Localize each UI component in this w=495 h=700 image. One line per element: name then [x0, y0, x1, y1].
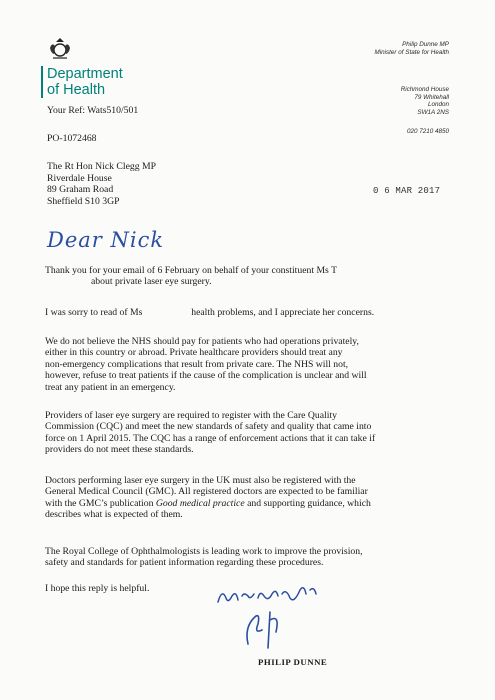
paragraph-4 [45, 410, 463, 456]
department-logo [47, 66, 123, 98]
logo-accent-bar [41, 66, 43, 98]
paragraph-3 [45, 336, 463, 393]
paragraph-2 [45, 307, 463, 318]
office-phone: 020 7210 4850 [406, 128, 449, 135]
paragraph-line: We do not believe the NHS should pay for patients who had operations privately, [45, 336, 359, 347]
recipient-address [47, 161, 156, 207]
paragraph-line: treat any patient in an emergency. [45, 381, 176, 393]
paragraph-line: force on 1 April 2015. The CQC has a range of enforcement actions that it can take if [45, 432, 376, 444]
recipient-line: Riverdale House [47, 172, 112, 184]
paragraph-line: Doctors performing laser eye surgery in the UK must also be registered with the [45, 475, 356, 486]
paragraph-6 [45, 546, 463, 569]
paragraph-line: General Medical Council (GMC). All registered doctors are expected to be familiar [45, 486, 368, 498]
logo-line-2: of Health [47, 82, 106, 98]
handwritten-salutation: Dear Nick [47, 228, 165, 252]
logo-line-1: Department [47, 66, 123, 82]
paragraph-line: non-emergency complications that result from private care. The NHS will not, [45, 358, 349, 370]
signoff-text: Yours sincerely [214, 582, 221, 583]
publication-title: Good medical practice [155, 497, 245, 509]
recipient-line: The Rt Hon Nick Clegg MP [47, 161, 156, 172]
minister-title: Minister of State for Health [374, 48, 449, 56]
address-line: SW1A 2NS [417, 108, 449, 116]
paragraph-line: about private laser eye surgery. [91, 276, 212, 288]
royal-crest-icon [47, 36, 73, 62]
paragraph-7: I hope this reply is helpful. [45, 583, 150, 594]
paragraph-text: I was sorry to read of Ms [45, 307, 143, 318]
our-reference: PO-1072468 [47, 133, 97, 144]
recipient-line: 89 Graham Road [47, 184, 114, 196]
address-line: 79 Whitehall [414, 93, 449, 101]
recipient-line: Sheffield S10 3GP [47, 195, 120, 207]
address-line: Richmond House [400, 86, 449, 93]
paragraph-line: providers do not meet these standards. [45, 444, 194, 456]
paragraph-1 [45, 265, 463, 288]
handwritten-signature-icon [214, 582, 334, 654]
paragraph-line [45, 498, 463, 509]
paragraph-line: Providers of laser eye surgery are required to register with the Care Quality [45, 410, 337, 421]
paragraph-line: however, refuse to treat patients if the cause of the complication is unclear and will [45, 370, 367, 382]
paragraph-line: describes what is expected of them. [45, 509, 183, 521]
paragraph-5 [45, 475, 463, 521]
redacted-name [145, 308, 189, 317]
address-line: London [427, 101, 449, 109]
your-reference: Your Ref: Wats510/501 [47, 105, 139, 116]
date-stamp: 0 6 MAR 2017 [373, 186, 441, 196]
paragraph-line: Thank you for your email of 6 February on behalf of your constituent Ms T [45, 265, 337, 276]
office-address [401, 86, 449, 116]
paragraph-line: safety and standards for patient information regarding these procedures. [45, 557, 324, 569]
minister-name: Philip Dunne MP [402, 41, 449, 48]
paragraph-text: with the GMC’s publication [45, 497, 156, 509]
paragraph-text: health problems, and I appreciate her concerns. [191, 307, 375, 318]
paragraph-line: Commission (CQC) and meet the new standards of safety and quality that came into [45, 421, 372, 433]
paragraph-line: The Royal College of Ophthalmologists is leading work to improve the provision, [45, 546, 363, 557]
signatory-name: PHILIP DUNNE [258, 657, 328, 667]
paragraph-line: either in this country or abroad. Private healthcare providers should treat any [45, 347, 343, 359]
paragraph-text: and supporting guidance, which [244, 497, 371, 509]
minister-block [374, 41, 449, 56]
